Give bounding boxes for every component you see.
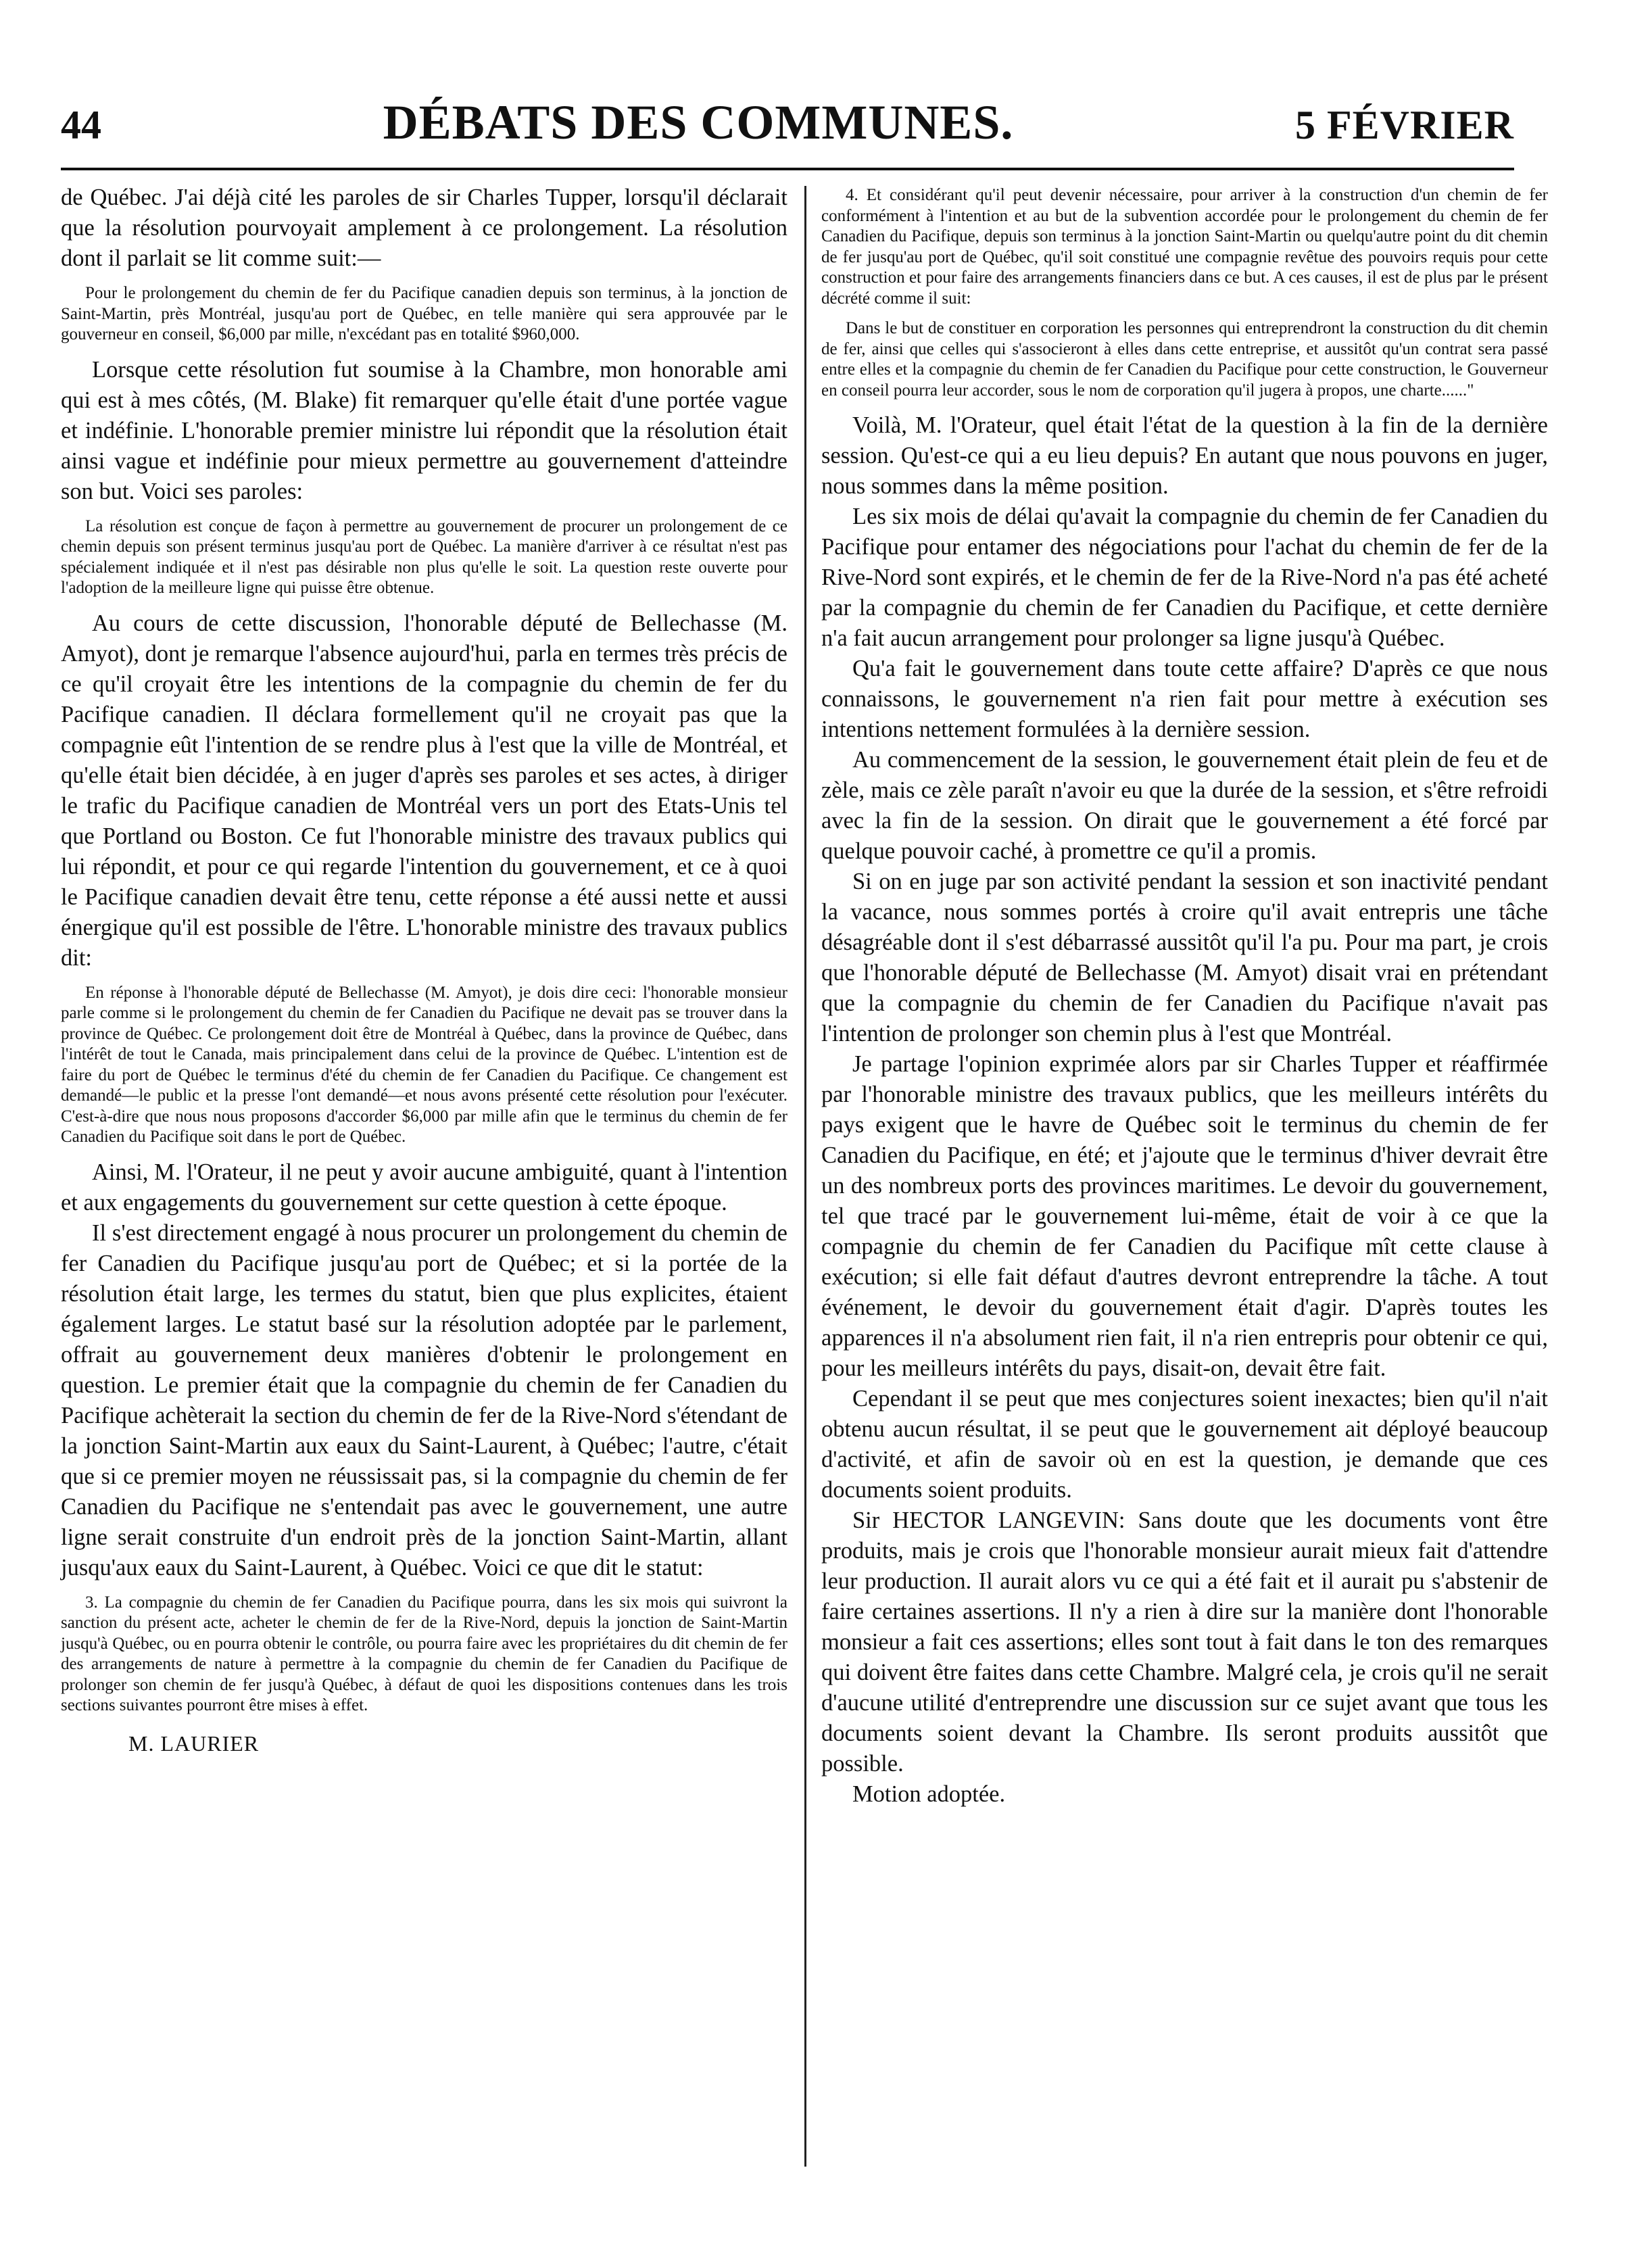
block-quote: Dans le but de constituer en corporation les personnes qui entreprendront la construction du dit chemin de fer, ainsi que celles qui s'associeront à elles dans cette entreprise, et aussitôt qu'un contrat sera passé entre elles et la compagnie du chemin de fer Canadien du Pacifique pour cette construction, le Gouverneur en conseil pourra leur accorder, sous le nom de corporation qu'il jugera à propos, une charte......"	[821, 319, 1548, 400]
header-rule	[61, 168, 1514, 170]
paragraph: Ainsi, M. l'Orateur, il ne peut y avoir aucune ambiguité, quant à l'intention et aux engagements du gouvernement sur cette question à cette époque.	[61, 1159, 787, 1215]
column-divider	[804, 186, 806, 2167]
paragraph: de Québec. J'ai déjà cité les paroles de sir Charles Tupper, lorsqu'il déclarait que la résolution pourvoyait amplement à ce prolongement. La résolution dont il parlait se lit comme suit:—	[61, 185, 787, 271]
running-date: 5 FÉVRIER	[1294, 103, 1514, 147]
page-number: 44	[61, 103, 101, 147]
paragraph: Lorsque cette résolution fut soumise à la Chambre, mon honorable ami qui est à mes côtés, (M. Blake) fit remarquer qu'elle était d'une portée vague et indéfinie. L'honorable premier ministre lui répondit que la résolution était ainsi vague et indéfinie pour mieux permettre au gouvernement d'atteindre son but. Voici ses paroles:	[61, 356, 787, 504]
paragraph: Il s'est directement engagé à nous procurer un prolongement du chemin de fer Canadien du Pacifique jusqu'au port de Québec; et si la portée de la résolution était large, les termes du statut, bien que plus explicites, étaient également larges. Le statut basé sur la résolution adoptée par le parlement, offrait au gouvernement deux manières d'obtenir le prolongement en question. Le premier était que la compagnie du chemin de fer Canadien du Pacifique achèterait la section du chemin de fer de la Rive-Nord s'étendant de la jonction Saint-Martin aux eaux du Saint-Laurent, à Québec; l'autre, c'était que si ce premier moyen ne réussissait pas, si la compagnie du chemin de fer Canadien du Pacifique ne s'entendait pas avec le gouvernement, une autre ligne serait construite d'un endroit près de la jonction Saint-Martin, allant jusqu'aux eaux du Saint-Laurent, à Québec. Voici ce que dit le statut:	[61, 1220, 787, 1581]
block-quote: En réponse à l'honorable député de Bellechasse (M. Amyot), je dois dire ceci: l'honorable monsieur parle comme si le prolongement du chemin de fer Canadien du Pacifique ne devait pas se trouver dans la province de Québec. Ce prolongement doit être de Montréal à Québec, dans la province de Québec, dans l'intérêt de tout le Canada, mais principalement dans celui de la province de Québec. L'intention est de faire du port de Québec le terminus d'été du chemin de fer Canadien du Pacifique. Ce changement est demandé—le public et la presse l'ont demandé—et nous avons présenté cette résolution pour l'exécuter. C'est-à-dire que nous nous proposons d'accorder $6,000 par mille afin que le terminus du chemin de fer Canadien du Pacifique soit dans le port de Québec.	[61, 983, 787, 1146]
paragraph: Je partage l'opinion exprimée alors par sir Charles Tupper et réaffirmée par l'honorable ministre des travaux publics, que les meilleurs intérêts du pays exigent que le havre de Québec soit le terminus du chemin de fer Canadien du Pacifique, en été; et j'ajoute que le terminus d'hiver devrait être un des nombreux ports des provinces maritimes. Le devoir du gouvernement, tel que tracé par le gouvernement lui-même, était de voir à ce que la compagnie du chemin de fer Canadien du Pacifique mît cette clause à exécution; si elle fait défaut d'autres devront entreprendre la tâche. A tout événement, le devoir du gouvernement était d'agir. D'après toutes les apparences il n'a absolument rien fait, il n'a rien entrepris pour obtenir ce qui, pour les meilleurs intérêts du pays, disait-on, devait être fait.	[821, 1051, 1548, 1381]
paragraph: Cependant il se peut que mes conjectures soient inexactes; bien qu'il n'ait obtenu aucun résultat, il se peut que le gouvernement ait déployé beaucoup d'activité, et afin de savoir où en est la question, je demande que ces documents soient produits.	[821, 1386, 1548, 1503]
paragraph: Qu'a fait le gouvernement dans toute cette affaire? D'après ce que nous connaissons, le gouvernement n'a rien fait pour mettre à exécution ses intentions nettement formulées à la dernière session.	[821, 656, 1548, 742]
block-quote: La résolution est conçue de façon à permettre au gouvernement de procurer un prolongement de ce chemin depuis son présent terminus jusqu'au port de Québec. La manière d'arriver à ce résultat n'est pas spécialement indiquée et il n'est pas désirable non plus qu'elle le soit. La question reste ouverte pour l'adoption de la meilleure ligne qui puisse être obtenue.	[61, 516, 787, 597]
block-quote: 4. Et considérant qu'il peut devenir nécessaire, pour arriver à la construction d'un chemin de fer conformément à l'intention et au but de la subvention accordée pour le prolongement du chemin de fer Canadien du Pacifique, depuis son terminus à la jonction Saint-Martin ou quelqu'autre point du dit chemin de fer jusqu'au port de Québec, qu'il soit constitué une compagnie revêtue des pouvoirs requis pour cette construction et pour faire des arrangements financiers dans ce but. A ces causes, il est de plus par le présent décrété comme il suit:	[821, 186, 1548, 308]
block-quote: Pour le prolongement du chemin de fer du Pacifique canadien depuis son terminus, à la jonction de Saint-Martin, près Montréal, jusqu'au port de Québec, en telle manière qui sera approuvée par le gouverneur en conseil, $6,000 par mille, n'excédant pas en totalité $960,000.	[61, 284, 787, 343]
signature-line: M. LAURIER	[128, 1731, 260, 1756]
running-title: DÉBATS DES COMMUNES.	[383, 95, 1014, 149]
paragraph: Les six mois de délai qu'avait la compagnie du chemin de fer Canadien du Pacifique pour entamer des négociations pour l'achat du chemin de fer de la Rive-Nord sont expirés, et le chemin de fer de la Rive-Nord n'a pas été acheté par la compagnie du chemin de fer Canadien du Pacifique, et cette dernière n'a fait aucun arrangement pour prolonger sa ligne jusqu'à Québec.	[821, 504, 1548, 651]
paragraph: Au cours de cette discussion, l'honorable député de Bellechasse (M. Amyot), dont je remarque l'absence aujourd'hui, parla en termes très précis de ce qu'il croyait être les intentions de la compagnie du chemin de fer du Pacifique canadien. Il déclara formellement qu'il ne croyait pas que la compagnie eût l'intention de se rendre plus à l'est que la ville de Montréal, et qu'elle était bien décidée, à en juger d'après ses paroles et ses actes, à diriger le trafic du Pacifique canadien de Montréal vers un port des Etats-Unis tel que Portland ou Boston. Ce fut l'honorable ministre des travaux publics qui lui répondit, et pour ce qui regarde l'intention du gouvernement, et ce à quoi le Pacifique canadien devait être tenu, cette réponse a été aussi nette et aussi énergique qu'il est possible de l'être. L'honorable ministre des travaux publics dit:	[61, 610, 787, 971]
block-quote: 3. La compagnie du chemin de fer Canadien du Pacifique pourra, dans les six mois qui suivront la sanction du présent acte, acheter le chemin de fer de la Rive-Nord, depuis la jonction de Saint-Martin jusqu'à Québec, ou en pourra obtenir le contrôle, ou pourra faire avec les propriétaires du dit chemin de fer des arrangements de nature à permettre à la compagnie du chemin de fer Canadien du Pacifique de prolonger son chemin de fer jusqu'à Québec, à défaut de quoi les dispositions contenues dans les trois sections suivantes pourront être mises à effet.	[61, 1593, 787, 1714]
paragraph: Motion adoptée.	[852, 1781, 1006, 1807]
left-column	[61, 183, 787, 1756]
page-header	[61, 95, 1514, 155]
paragraph: Voilà, M. l'Orateur, quel était l'état de la question à la fin de la dernière session. Qu'est-ce qui a eu lieu depuis? En autant que nous pouvons en juger, nous sommes dans la même position.	[821, 412, 1548, 499]
paragraph: Si on en juge par son activité pendant la session et son inactivité pendant la vacance, nous sommes portés à croire qu'il avait entrepris une tâche désagréable dont il s'est débarrassé aussitôt qu'il l'a pu. Pour ma part, je crois que l'honorable député de Bellechasse (M. Amyot) disait vrai en prétendant que la compagnie du chemin de fer Canadien du Pacifique n'avait pas l'intention de prolonger son chemin plus à l'est que Montréal.	[821, 869, 1548, 1046]
paragraph: Sir HECTOR LANGEVIN: Sans doute que les documents vont être produits, mais je crois que l'honorable monsieur aurait mieux fait d'attendre leur production. Il aurait alors vu ce qui a été fait et il aurait pu s'abstenir de faire certaines assertions. Il n'y a rien à dire sur la manière dont l'honorable monsieur a fait ces assertions; elles sont tout à fait dans le ton des remarques qui doivent être faites dans cette Chambre. Malgré cela, je crois qu'il ne serait d'aucune utilité d'entreprendre une discussion sur ce sujet avant que tous les documents soient devant la Chambre. Ils seront produits aussitôt que possible.	[821, 1507, 1548, 1777]
paragraph: Au commencement de la session, le gouvernement était plein de feu et de zèle, mais ce zèle paraît n'avoir eu que la durée de la session, et s'être refroidi avec la fin de la session. On dirait que le gouvernement a été forcé par quelque pouvoir caché, à promettre ce qu'il a promis.	[821, 747, 1548, 864]
right-column	[821, 183, 1548, 1810]
